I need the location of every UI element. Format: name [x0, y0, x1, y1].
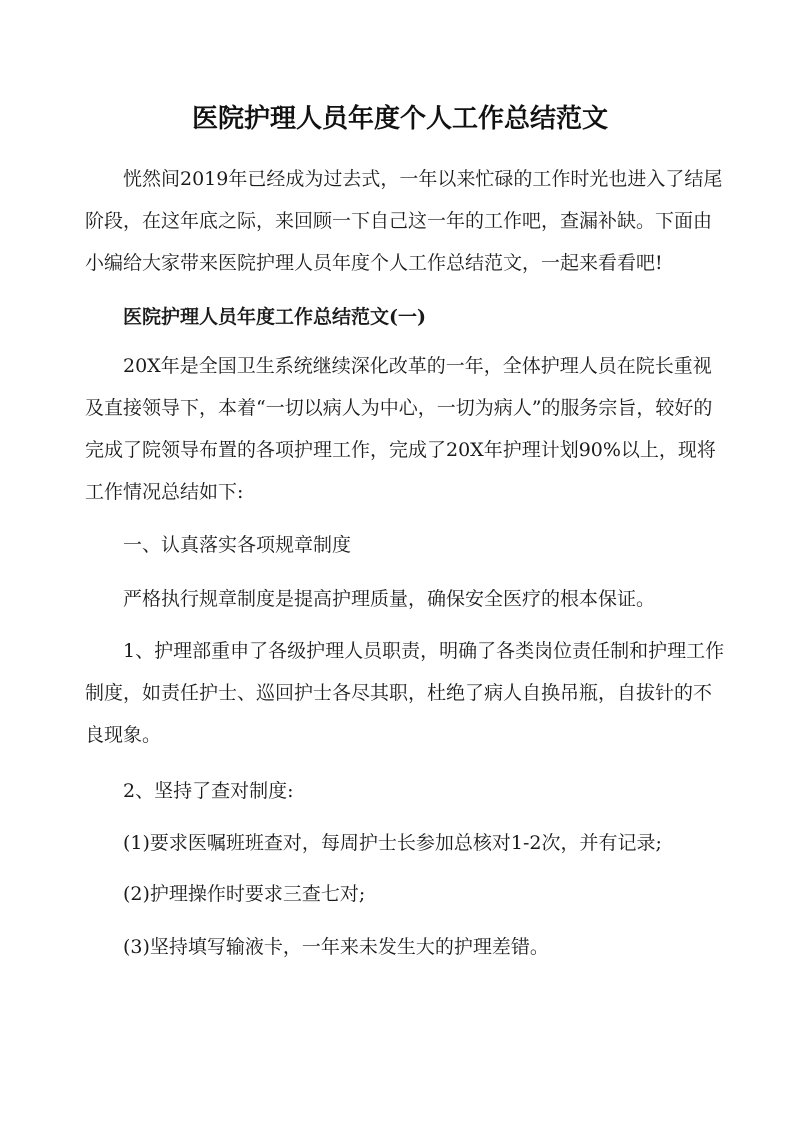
list-item-2: 2、坚持了查对制度:	[123, 780, 294, 802]
intro-paragraph: 恍然间2019年已经成为过去式，一年以来忙碌的工作时光也进入了结尾阶段，在这年底之际，来回顾一下自己这一年的工作吧，查漏补缺。下面由小编给大家带来医院护理人员年度个人工作总结范文，一起来看看吧!	[85, 168, 723, 274]
paragraph-2: 严格执行规章制度是提高护理质量，确保安全医疗的根本保证。	[123, 588, 656, 610]
subheading-1: 一、认真落实各项规章制度	[123, 534, 352, 556]
sub-item-2: (2)护理操作时要求三查七对;	[123, 883, 366, 905]
section-heading: 医院护理人员年度工作总结范文(一)	[123, 306, 426, 328]
document-title: 医院护理人员年度个人工作总结范文	[191, 104, 608, 134]
list-item-1: 1、护理部重申了各级护理人员职责，明确了各类岗位责任制和护理工作制度，如责任护士、巡回护士各尽其职，杜绝了病人自换吊瓶，自拔针的不良现象。	[85, 640, 725, 746]
sub-item-1: (1)要求医嘱班班查对，每周护士长参加总核对1-2次，并有记录;	[123, 832, 662, 854]
sub-item-3: (3)坚持填写输液卡，一年来未发生大的护理差错。	[123, 936, 549, 958]
paragraph-1: 20X年是全国卫生系统继续深化改革的一年，全体护理人员在院长重视及直接领导下，本着“一切以病人为中心，一切为病人”的服务宗旨，较好的完成了院领导布置的各项护理工作，完成了20X年护理计划90%以上，现将工作情况总结如下:	[85, 355, 716, 503]
